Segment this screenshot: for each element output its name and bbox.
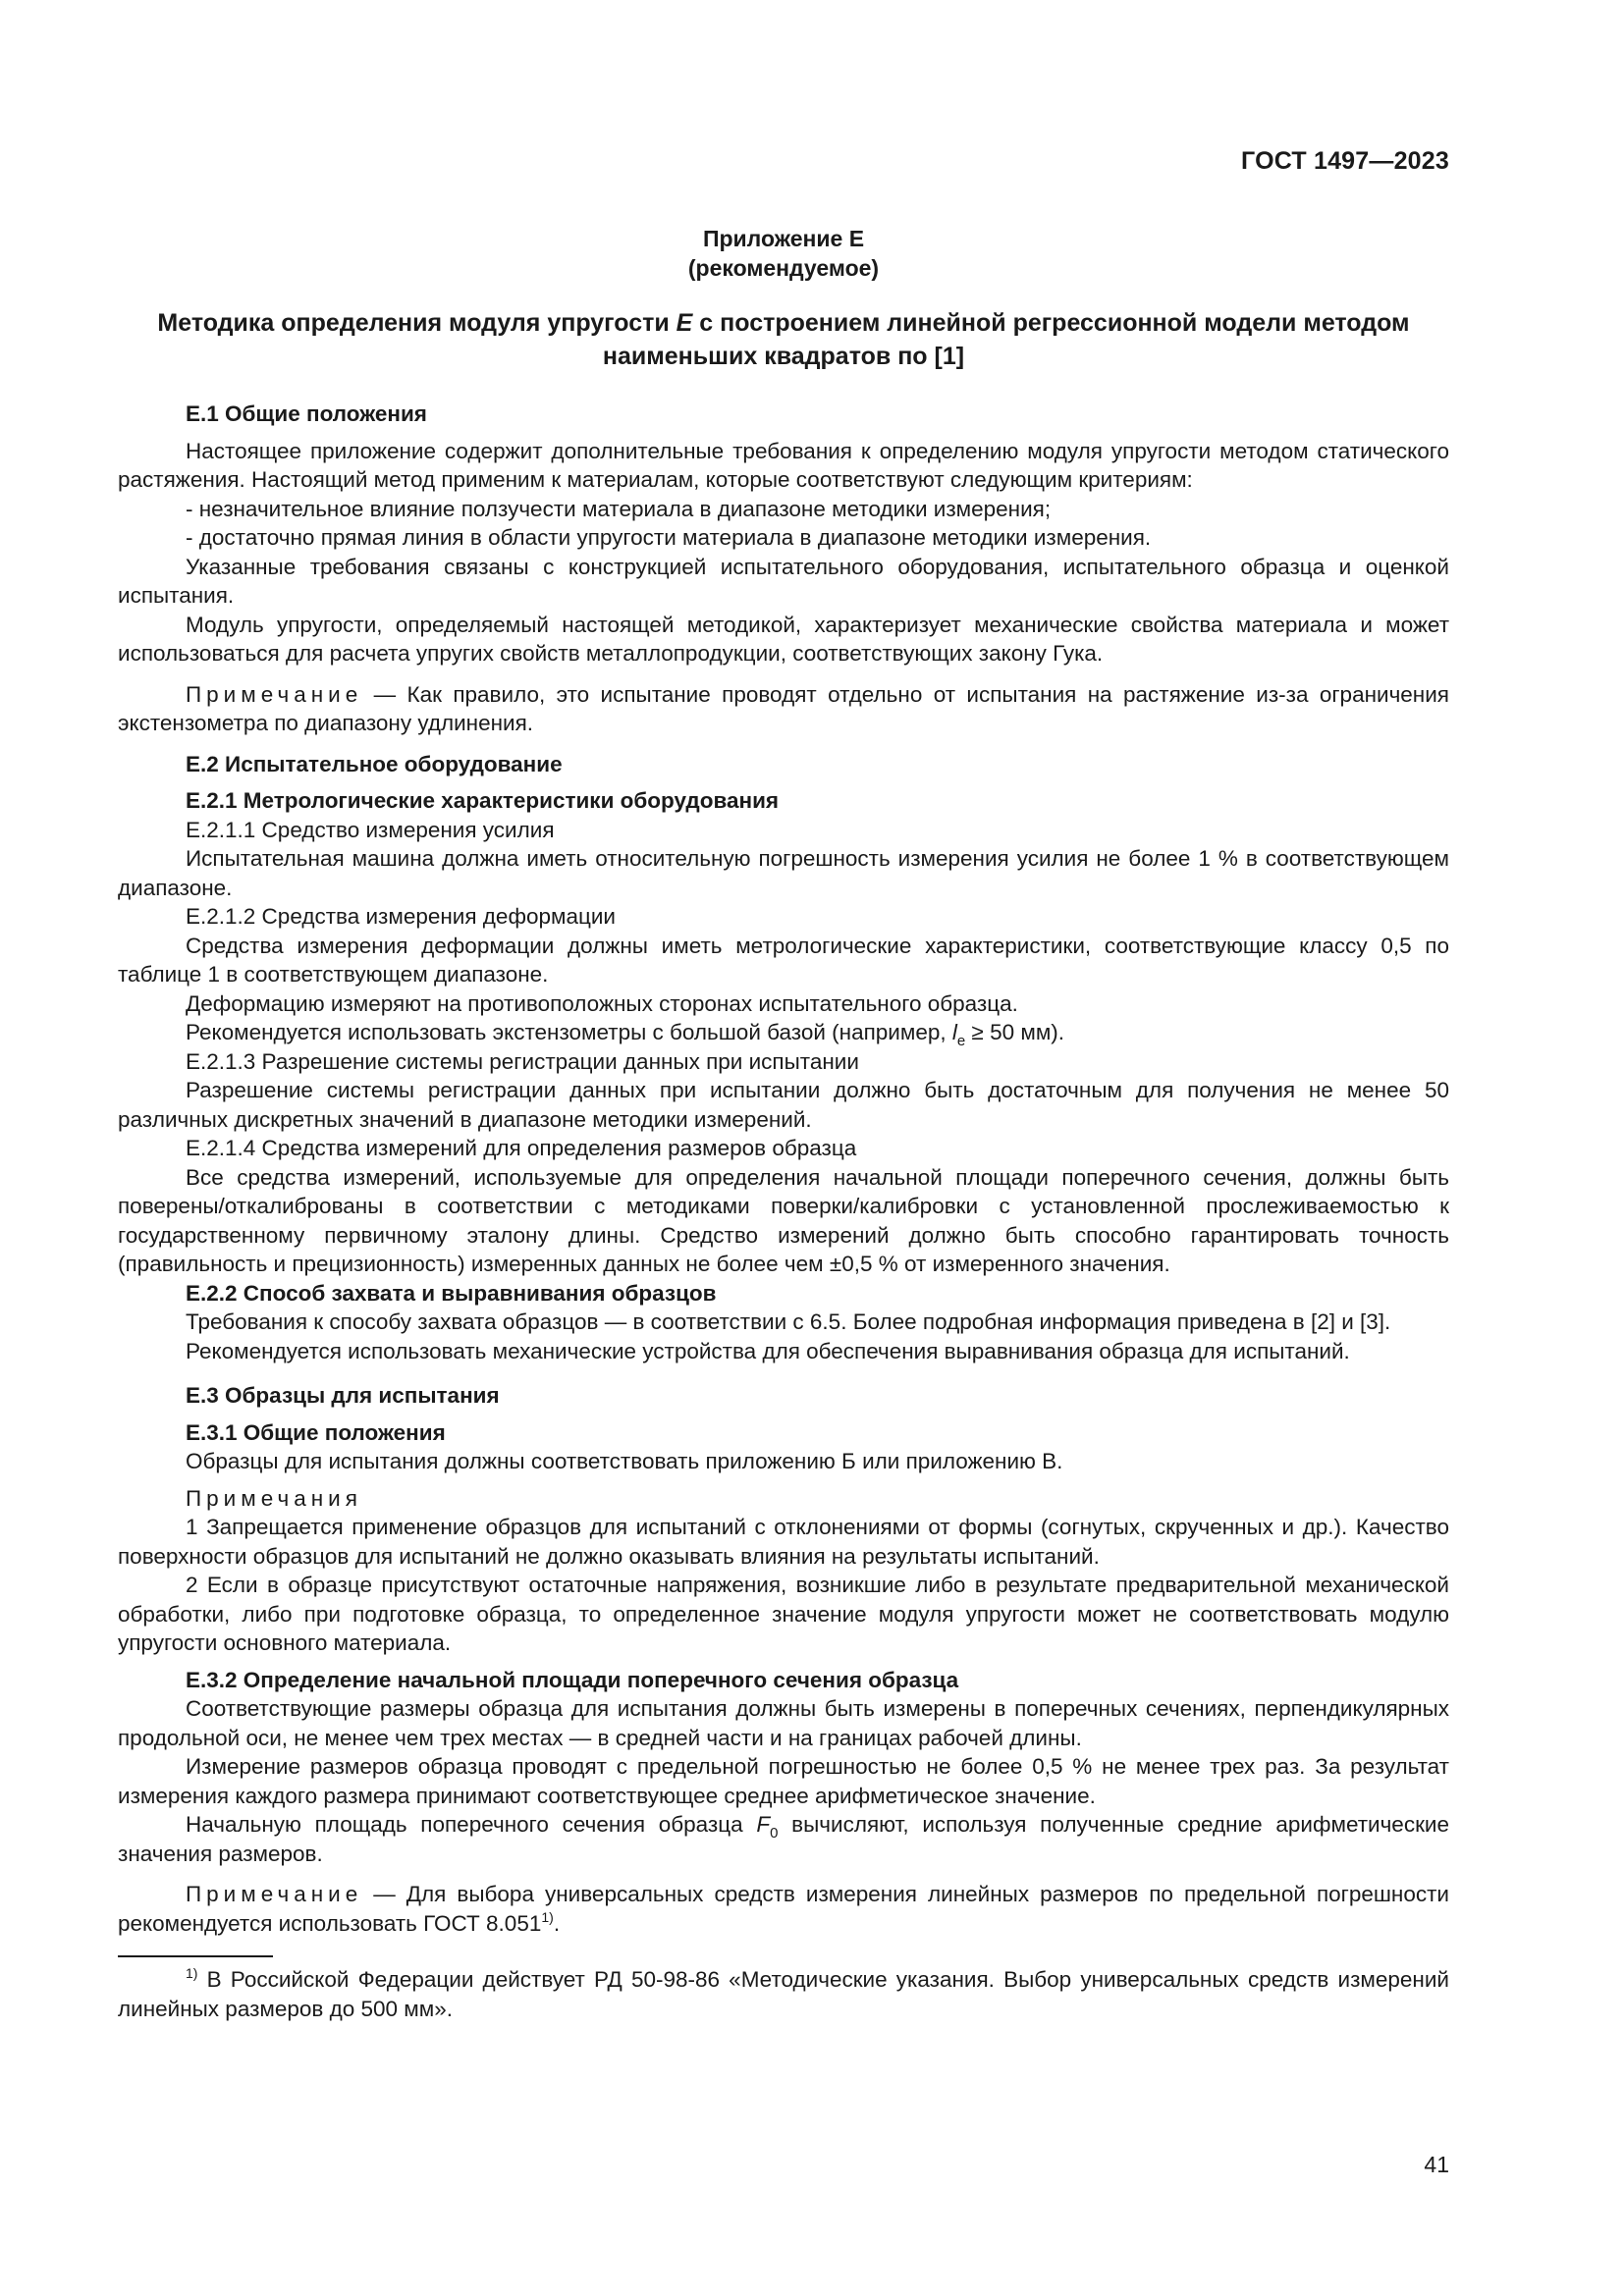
notes-label [118,1484,1449,1514]
section-e22-heading: Е.2.2 Способ захвата и выравнивания образцов [186,1280,717,1306]
note-label: Примечание [186,1882,363,1906]
document-code: ГОСТ 1497—2023 [1241,147,1449,175]
paragraph: Настоящее приложение содержит дополнительные требования к определению модуля упругости методом статического растяжения. Настоящий метод применим к материалам, которые соответствуют следующим критериям: [118,438,1449,492]
note-item: 2 Если в образце присутствуют остаточные напряжения, возникшие либо в результате предварительной механической обработки, либо при подготовке образца, то определенное значение модуля упругости может не соответствовать модулю упругости основного материала. [118,1573,1449,1655]
text-fragment: вычисляют, используя полученные средние арифметические значения размеров. [118,1812,1449,1866]
list-item: - незначительное влияние ползучести материала в диапазоне методики измерения; [186,496,1052,521]
annex-status: (рекомендуемое) [687,255,880,281]
paragraph: Все средства измерений, используемые для определения начальной площади поперечного сечения, должны быть поверены/откалиброваны в соответствии с методиками поверки/калибровки с установленной прослеживаемостью к государственному первичному эталону длины. Средство измерений должно быть способно гарантировать точность (правильность и прецизионность) измеренных данных не более чем ±0,5 % от измеренного значения. [118,1164,1449,1276]
subsection-title: Е.2.1.3 Разрешение системы регистрации данных при испытании [186,1048,859,1074]
note-end: . [553,1910,561,1936]
notes-label-text: Примечания [186,1485,362,1511]
paragraph: Разрешение системы регистрации данных при испытании должно быть достаточным для получения не менее 50 различных дискретных значений в диапазоне методики измерений. [118,1078,1449,1132]
section-e32-heading: Е.3.2 Определение начальной площади поперечного сечения образца [186,1667,959,1692]
note-text: — Для выбора универсальных средств измерения линейных размеров по предельной погрешности рекомендуется использовать ГОСТ 8.051 [118,1882,1449,1936]
paragraph: Испытательная машина должна иметь относительную погрешность измерения усилия не более 1 % в соответствующем диапазоне. [118,846,1449,900]
paragraph: Указанные требования связаны с конструкцией испытательного оборудования, испытательного образца и оценкой испытания. [118,554,1449,608]
annex-title-symbol: E [676,309,693,337]
symbol-l: l [951,1020,957,1044]
paragraph [118,1810,1449,1868]
section-e3-heading: Е.3 Образцы для испытания [186,1383,500,1408]
section-e1-heading: Е.1 Общие положения [186,401,427,426]
annex-title-part1: Методика определения модуля упругости [157,309,677,337]
section-e21-heading: Е.2.1 Метрологические характеристики оборудования [186,788,780,813]
page-number: 41 [1424,2152,1449,2177]
subscript-e: e [956,1033,966,1049]
note-label: Примечание [186,681,363,707]
note [118,680,1449,738]
note-text: — Как правило, это испытание проводят отдельно от испытания на растяжение из-за ограничения экстензометра по диапазону удлинения. [118,681,1449,735]
footnote [118,1965,1449,2023]
subscript-0: 0 [770,1825,779,1842]
text-fragment: Начальную площадь поперечного сечения образца [186,1812,757,1837]
section-e2-heading: Е.2 Испытательное оборудование [186,751,563,776]
annex-title-part2: с построением линейной регрессионной модели методом наименьших квадратов по [1] [602,309,1410,370]
note [118,1880,1449,1938]
symbol-f: F [756,1812,771,1837]
annex-title [118,306,1449,373]
subsection-title: Е.2.1.2 Средства измерения деформации [186,904,616,929]
subsection-title: Е.2.1.1 Средство измерения усилия [186,817,555,842]
paragraph: Соответствующие размеры образца для испытания должны быть измерены в поперечных сечениях, перпендикулярных продольной оси, не менее чем трех местах — в средней части и на границах рабочей длины. [118,1696,1449,1750]
paragraph [118,1018,1449,1047]
paragraph: Деформацию измеряют на противоположных сторонах испытательного образца. [186,990,1018,1016]
paragraph: Требования к способу захвата образцов — в соответствии с 6.5. Более подробная информация приведена в [2] и [3]. [186,1309,1391,1334]
footnote-mark: 1) [186,1965,198,1981]
footnote-text: В Российской Федерации действует РД 50-98-86 «Методические указания. Выбор универсальных средств измерений линейных размеров до 500 мм». [118,1967,1449,2021]
annex-label: Приложение Е [702,226,865,251]
note-item: 1 Запрещается применение образцов для испытаний с отклонениями от формы (согнутых, скрученных и др.). Качество поверхности образцов для испытаний не должно оказывать влияния на результаты испытаний. [118,1515,1449,1569]
paragraph: Измерение размеров образца проводят с предельной погрешностью не более 0,5 % не менее трех раз. За результат измерения каждого размера принимают соответствующее среднее арифметическое значение. [118,1754,1449,1808]
text-fragment: Рекомендуется использовать экстензометры с большой базой (например, [186,1020,952,1044]
paragraph: Образцы для испытания должны соответствовать приложению Б или приложению В. [186,1449,1063,1473]
list-item: - достаточно прямая линия в области упругости материала в диапазоне методики измерения. [186,525,1152,550]
footnote-ref: 1) [541,1908,554,1925]
text-fragment: ≥ 50 мм). [965,1020,1065,1044]
paragraph: Модуль упругости, определяемый настоящей методикой, характеризует механические свойства материала и может использоваться для расчета упругих свойств металлопродукции, соответствующих закону Гука. [118,612,1449,666]
page-content [118,224,1449,2023]
subsection-title: Е.2.1.4 Средства измерений для определения размеров образца [186,1136,857,1160]
paragraph: Рекомендуется использовать механические устройства для обеспечения выравнивания образца для испытаний. [186,1338,1350,1363]
paragraph: Средства измерения деформации должны иметь метрологические характеристики, соответствующие классу 0,5 по таблице 1 в соответствующем диапазоне. [118,933,1449,987]
footnote-divider [118,1955,273,1957]
section-e31-heading: Е.3.1 Общие положения [186,1419,446,1445]
